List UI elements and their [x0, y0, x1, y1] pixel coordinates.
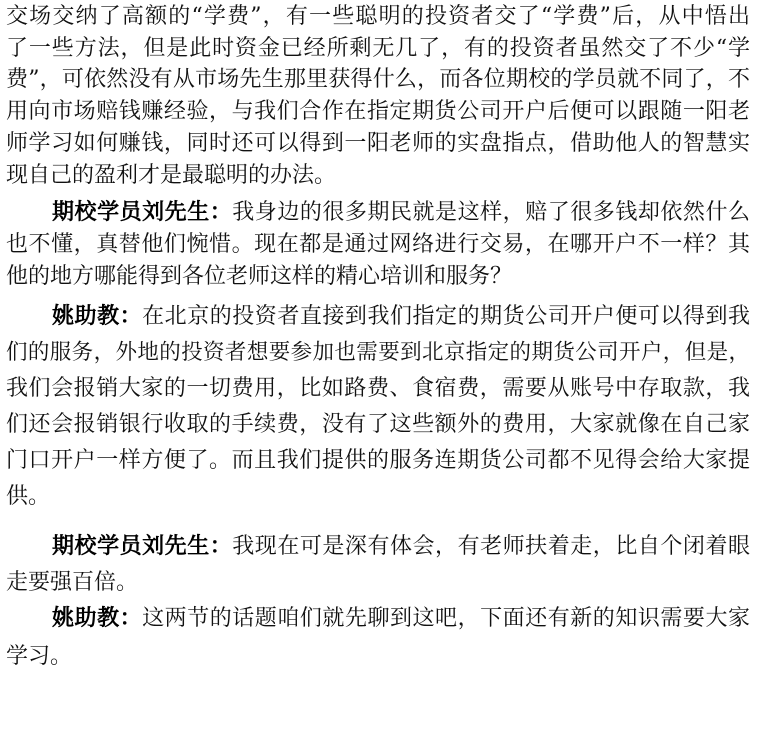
- dialogue-text: 我现在可是深有体会，有老师扶着走，比自个闭着眼: [232, 534, 750, 559]
- dialogue-text: 我身边的很多期民就是这样，赔了很多钱却依然什么: [232, 200, 750, 225]
- text-line: 他的地方哪能得到各位老师这样的精心培训和服务？: [6, 264, 513, 289]
- dialogue-text: 在北京的投资者直接到我们指定的期货公司开户便可以得到我: [142, 304, 750, 329]
- text-line: 学习。: [6, 644, 73, 669]
- text-line: 师学习如何赚钱，同时还可以得到一阳老师的实盘指点，借助他人的智慧实: [6, 131, 750, 156]
- dialogue-line: [52, 302, 750, 332]
- speaker-label: 期校学员刘先生：: [52, 534, 233, 559]
- speaker-label: 姚助教：: [52, 304, 143, 329]
- dialogue-line: [52, 532, 750, 562]
- text-line: 现自己的盈利才是最聪明的办法。: [6, 163, 337, 188]
- text-line: 走要强百倍。: [6, 570, 139, 595]
- text-line: 用向市场赔钱赚经验，与我们合作在指定期货公司开户后便可以跟随一阳老: [6, 99, 750, 124]
- text-line: 们的服务，外地的投资者想要参加也需要到北京指定的期货公司开户，但是，: [6, 340, 750, 365]
- text-line: 我们会报销大家的一切费用，比如路费、食宿费，需要从账号中存取款，我: [6, 376, 750, 401]
- dialogue-text: 这两节的话题咱们就先聊到这吧，下面还有新的知识需要大家: [142, 606, 750, 631]
- dialogue-line: [52, 198, 750, 228]
- speaker-label: 期校学员刘先生：: [52, 200, 233, 225]
- speaker-label: 姚助教：: [52, 606, 143, 631]
- text-line: 费”，可依然没有从市场先生那里获得什么，而各位期校的学员就不同了，不: [6, 67, 750, 92]
- text-line: 供。: [6, 484, 51, 509]
- text-line: 门口开户一样方便了。而且我们提供的服务连期货公司都不见得会给大家提: [6, 448, 750, 473]
- text-line: 也不懂，真替他们惋惜。现在都是通过网络进行交易，在哪开户不一样？其: [6, 232, 750, 257]
- dialogue-line: [52, 604, 750, 634]
- text-line: 了一些方法，但是此时资金已经所剩无几了，有的投资者虽然交了不少“学: [6, 36, 750, 61]
- text-line: 们还会报销银行收取的手续费，没有了这些额外的费用，大家就像在自己家: [6, 412, 750, 437]
- text-line: 交场交纳了高额的“学费”，有一些聪明的投资者交了“学费”后，从中悟出: [6, 4, 750, 29]
